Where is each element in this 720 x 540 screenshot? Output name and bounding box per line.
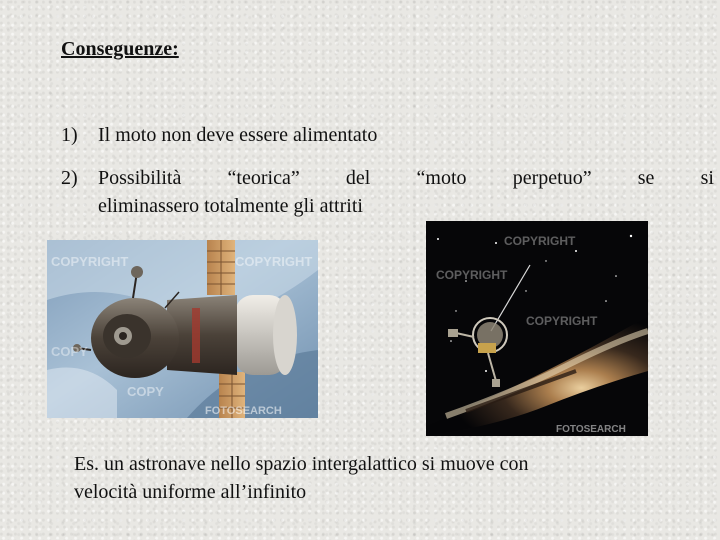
watermark-text: FOTOSEARCH — [205, 405, 282, 417]
list-item-text — [98, 164, 714, 220]
space-probe-photo — [426, 221, 648, 436]
watermark-text: COPYRIGHT — [235, 254, 313, 269]
list-item-line-1 — [98, 164, 714, 192]
word: “moto — [416, 167, 467, 189]
watermark-text: COPYRIGHT — [504, 234, 576, 248]
list-item-line-2: eliminassero totalmente gli attriti — [98, 195, 363, 217]
word: perpetuo” — [512, 167, 592, 189]
list-item-number: 2) — [61, 167, 78, 189]
list-item-text: Il moto non deve essere alimentato — [98, 124, 378, 146]
word: del — [345, 167, 371, 189]
watermark-text: COPY — [51, 344, 88, 359]
word: “teorica” — [227, 167, 300, 189]
word: Possibilità — [98, 167, 182, 189]
caption-line-2: velocità uniforme all’infinito — [74, 481, 307, 503]
spacecraft-photo — [47, 240, 318, 418]
slide-heading: Conseguenze: — [61, 38, 179, 60]
watermark-text: FOTOSEARCH — [556, 424, 626, 435]
caption-line-1: Es. un astronave nello spazio intergalattico si muove con — [74, 453, 529, 475]
list-item-number: 1) — [61, 124, 78, 146]
watermark-text: COPYRIGHT — [51, 254, 129, 269]
watermark-text: COPYRIGHT — [526, 314, 598, 328]
list-item-2 — [61, 164, 714, 224]
watermark-text: COPY — [127, 384, 164, 399]
word: si — [700, 167, 714, 189]
image-caption — [74, 450, 654, 506]
word: se — [637, 167, 655, 189]
watermark-text: COPYRIGHT — [436, 268, 508, 282]
